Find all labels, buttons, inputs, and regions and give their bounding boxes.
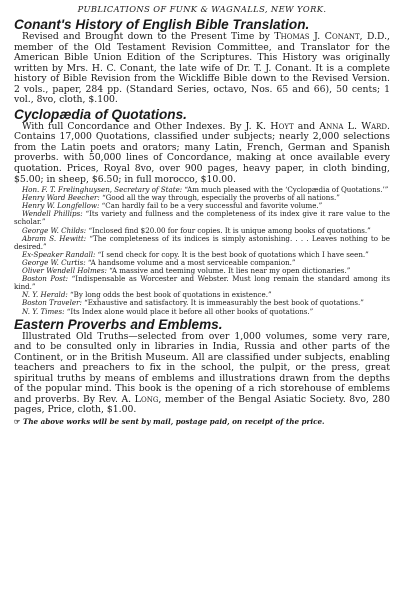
description-text: . Contains 17,000 Quotations, classified under subjects; nearly 2,000 selections from the Latin poets and orators; many Latin, French, German and Spanish proverbs. with 50,000 lines of Concordance, making at once available every quotation. Prices, Royal 8vo, over 900 pages, heavy paper, in cloth binding, $5.00; in sheep, $6.50; in full morocco, $10.00. [14, 120, 390, 185]
description-text: Illustrated Old Truths—selected from over 1,000 volumes, some very rare, and to be consulted only in libraries in India, Russia and other parts of the Continent, or in the British Museum. All are classified under subjects, enabling teachers and preachers to fix in the school, the pulpit, or the press, great spiritual truths by means of emblems and illustrations drawn from the depths of the popular mind. This book is the opening of a rich storehouse of emblems and proverbs. By Rev. A. [14, 330, 390, 405]
testimonials [14, 186, 390, 316]
testimonial-source: Wendell Phillips: [22, 209, 83, 219]
testimonial-source: Ex-Speaker Randall: [22, 249, 96, 259]
testimonial-text: “Can hardly fail to be a very successful and favorite volume.” [99, 201, 323, 211]
testimonial-source: Oliver Wendell Holmes: [22, 266, 107, 276]
testimonial-text: “I send check for copy. It is the best book of quotations which I have seen.” [95, 249, 369, 259]
testimonial [14, 308, 390, 316]
testimonial-text: “Am much pleased with the ‘Cyclopædia of Quotations.’” [182, 185, 389, 195]
book-description [14, 332, 390, 416]
book-description [14, 32, 390, 106]
testimonial-text: “A handsome volume and a most serviceable companion.” [85, 257, 296, 267]
testimonial-source: Abram S. Hewitt: [22, 233, 87, 243]
description-text: and [293, 120, 320, 132]
author-name: J. K. Hoyt [245, 120, 294, 132]
testimonial-text: “Good all the way through, especially the proverbs of all nations.” [99, 193, 340, 203]
testimonial-source: Hon. F. T. Frelinghuysen, Secretary of State: [22, 185, 183, 195]
author-name: Thomas J. Conant [274, 31, 360, 42]
mail-notice [14, 417, 390, 426]
description-text: With full Concordance and Other Indexes. By [22, 120, 246, 132]
testimonial-text: “Its Index alone would place it before all other books of quotations.” [64, 306, 314, 316]
book-entry [14, 317, 390, 416]
testimonial-source: George W. Curtis: [22, 257, 86, 267]
author-name: Anna L. Ward [319, 120, 388, 132]
testimonial [14, 210, 390, 226]
testimonial-source: Henry W. Longfellow: [22, 201, 100, 211]
book-title: Cyclopædia of Quotations. [14, 106, 187, 122]
testimonial-text: “Inclosed find $20.00 for four copies. It is unique among books of quotations.” [86, 225, 371, 235]
testimonial-source: N. Y. Herald: [22, 290, 68, 300]
testimonial-source: N. Y. Times: [22, 306, 65, 316]
testimonial [14, 235, 390, 251]
description-text: , D.D., member of the Old Testament Revision Committee, and Translator for the American Bible Union Edition of the Scriptures. This History was originally written by Mrs. H. C. Conant, the late wife of Dr. T. J. Conant. It is a complete history of Bible Revision from the Wickliffe Bible down to the Revised Version. 2 vols., paper, 284 pp. (Standard Series, octavo, Nos. 65 and 66), 50 cents; 1 vol., 8vo, cloth, $.100. [14, 31, 390, 106]
sections [14, 17, 390, 416]
pointing-hand-icon: ☞ [14, 416, 21, 426]
testimonial-source: Boston Post: [22, 274, 69, 284]
book-description [14, 122, 390, 185]
testimonial-text: “Indispensable as Worcester and Webster. Must long remain the standard among its kind.” [14, 274, 390, 292]
testimonial-text: “By long odds the best book of quotations in existence.” [67, 290, 272, 300]
book-title: Eastern Proverbs and Emblems. [14, 316, 223, 332]
mail-notice-text: The above works will be sent by mail, postage paid, on receipt of the price. [22, 416, 325, 426]
testimonial-text: “The completeness of its indices is simply astonishing. . . . Leaves nothing to be desired.” [14, 233, 390, 251]
author-name: Long [134, 393, 159, 405]
page-header: PUBLICATIONS OF FUNK & WAGNALLS, NEW YORK. [77, 4, 327, 14]
testimonial-text: “A massive and teeming volume. It lies near my open dictionaries.” [106, 266, 351, 276]
book-entry [14, 17, 390, 106]
testimonial-source: George W. Childs: [22, 225, 87, 235]
description-text: , member of the Bengal Asiatic Society. 8vo, 280 pages, Price, cloth, $1.00. [14, 393, 390, 416]
testimonial-source: Boston Traveler: [22, 298, 82, 308]
description-text: Revised and Brought down to the Present Time by [22, 31, 275, 42]
testimonial-text: “Its variety and fullness and the completeness of its index give it rare value to the scholar.” [14, 209, 390, 227]
testimonial [14, 275, 390, 291]
book-entry [14, 107, 390, 316]
testimonial-source: Henry Ward Beecher: [22, 193, 100, 203]
testimonial-text: “Exhaustive and satisfactory. It is immeasurably the best book of quotations.” [81, 298, 364, 308]
book-title: Conant's History of English Bible Translation. [14, 17, 310, 32]
